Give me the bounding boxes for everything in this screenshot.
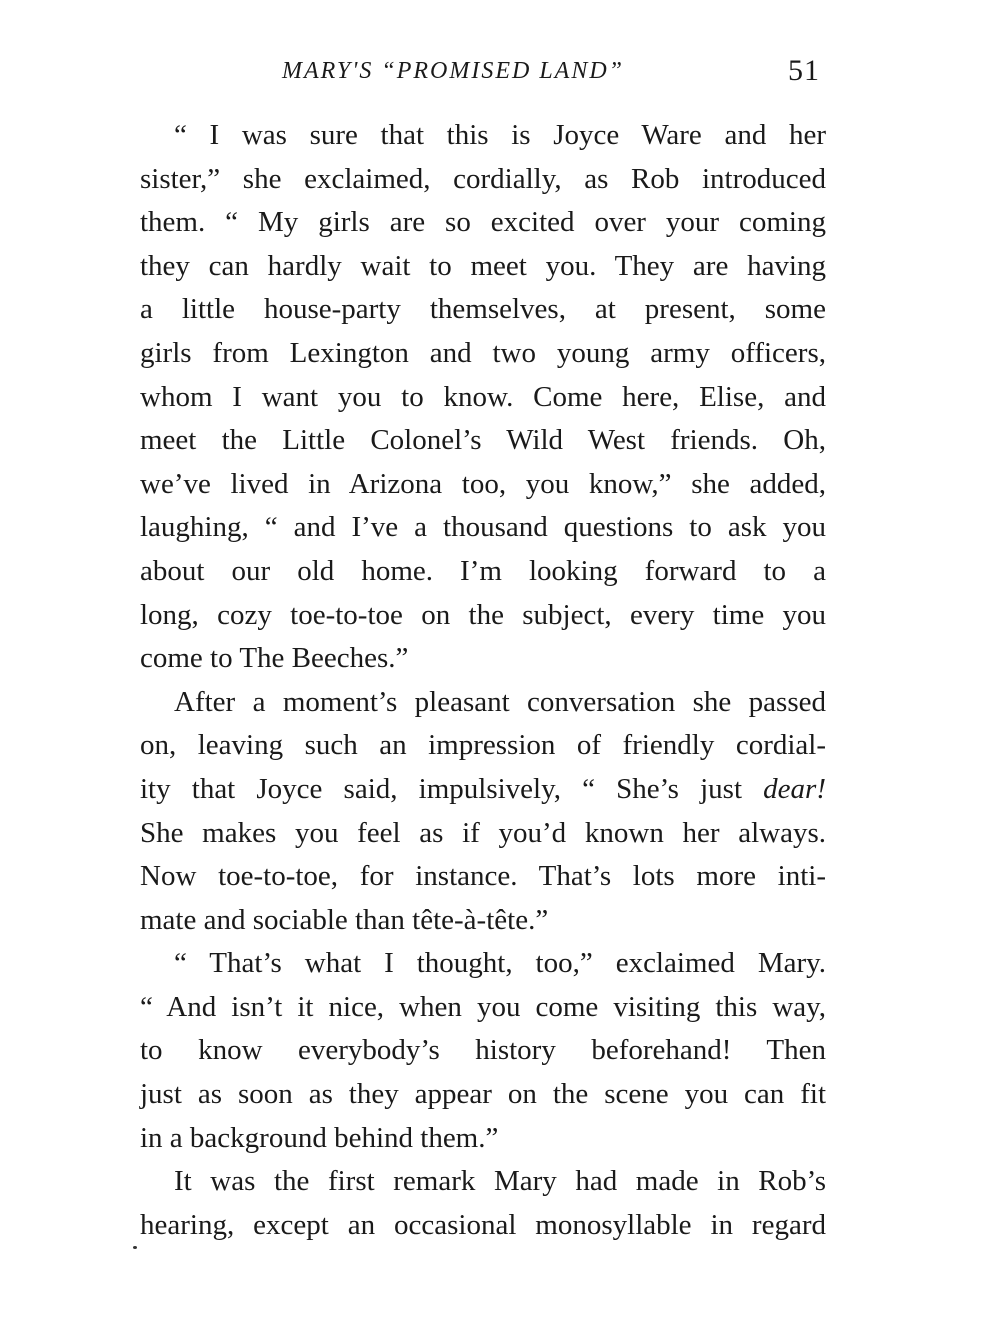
text-line: about our old home. I’m looking forward to a xyxy=(140,554,826,587)
text-line: long, cozy toe-to-toe on the subject, every time you xyxy=(140,598,826,631)
paragraph-4 xyxy=(140,1160,826,1247)
text-line: sister,” she exclaimed, cordially, as Rob introduced xyxy=(140,162,826,195)
text-line: whom I want you to know. Come here, Elise, and xyxy=(140,380,826,413)
text-line: hearing, except an occasional monosyllable in regard xyxy=(140,1208,826,1241)
text-line: After a moment’s pleasant conversation she passed xyxy=(174,685,826,718)
paragraph-3 xyxy=(140,942,826,1160)
text-line: girls from Lexington and two young army officers, xyxy=(140,336,826,369)
text-line: them. “ My girls are so excited over your coming xyxy=(140,206,826,239)
running-title: MARY'S “PROMISED LAND” xyxy=(282,58,625,84)
text-run: ity that Joyce said, impulsively, “ She’s just xyxy=(140,772,743,805)
page-number: 51 xyxy=(788,54,820,87)
text-line: mate and sociable than tête-à-tête.” xyxy=(140,903,549,936)
text-line: in a background behind them.” xyxy=(140,1121,499,1154)
text-line: Now toe-to-toe, for instance. That’s lots more inti- xyxy=(140,860,826,893)
text-line: laughing, “ and I’ve a thousand questions to ask you xyxy=(140,511,826,544)
text-line-with-emphasis xyxy=(140,768,826,812)
ink-speck xyxy=(133,1246,137,1249)
text-line: “ That’s what I thought, too,” exclaimed Mary. xyxy=(174,947,826,980)
text-line: a little house-party themselves, at present, some xyxy=(140,293,826,326)
text-line: on, leaving such an impression of friendly cordial- xyxy=(140,729,826,762)
text-line: meet the Little Colonel’s Wild West friends. Oh, xyxy=(140,424,826,457)
emphasis-word: dear! xyxy=(763,772,826,805)
text-line: “ I was sure that this is Joyce Ware and her xyxy=(174,119,826,151)
paragraph-2 xyxy=(140,681,826,943)
paragraph-1 xyxy=(140,114,826,681)
text-line: they can hardly wait to meet you. They are having xyxy=(140,249,826,282)
body-text xyxy=(140,114,826,1247)
text-line: we’ve lived in Arizona too, you know,” she added, xyxy=(140,467,826,500)
running-head xyxy=(0,54,1000,94)
text-line: She makes you feel as if you’d known her always. xyxy=(140,816,826,849)
text-line: to know everybody’s history beforehand! Then xyxy=(140,1034,826,1067)
text-line: just as soon as they appear on the scene you can fit xyxy=(140,1078,826,1111)
text-line: “ And isn’t it nice, when you come visiting this way, xyxy=(140,990,826,1023)
text-line: come to The Beeches.” xyxy=(140,642,409,675)
text-line: It was the first remark Mary had made in Rob’s xyxy=(174,1165,826,1198)
